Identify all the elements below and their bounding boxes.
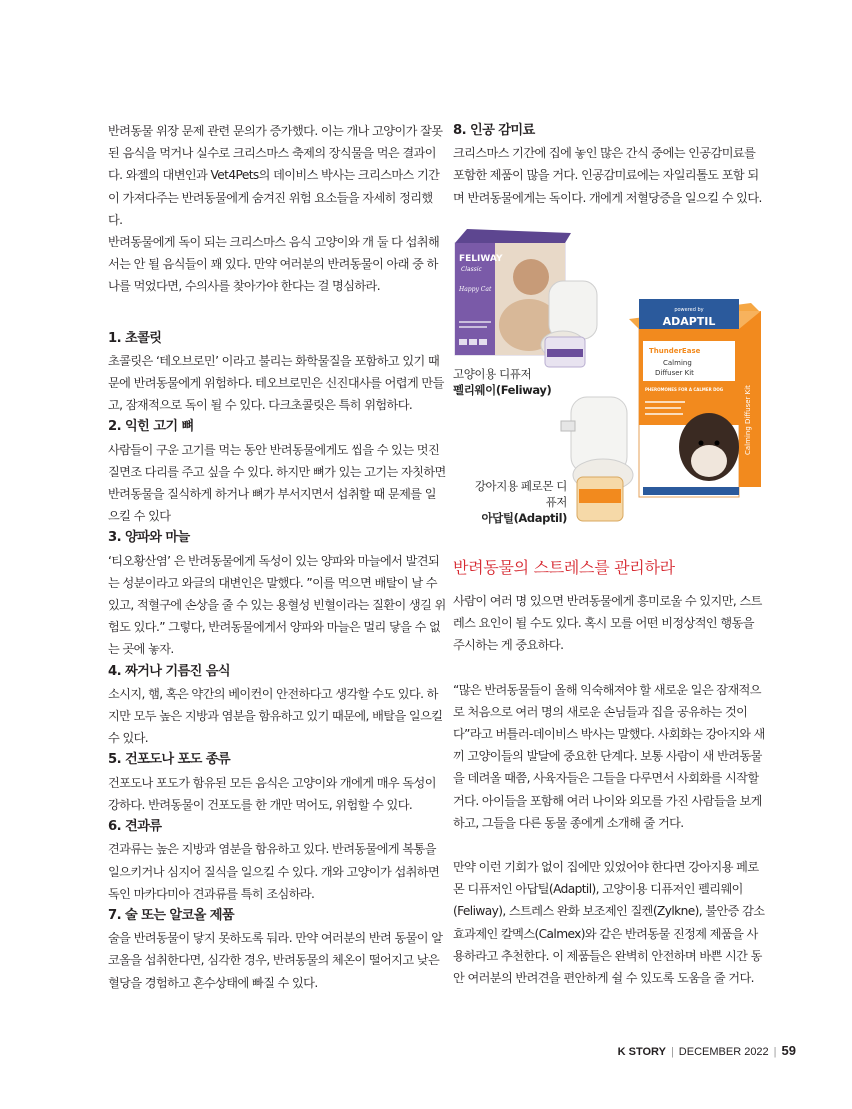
adaptil-caption-line2: 아답틸(Adaptil) [481, 511, 567, 525]
section-heading-sweetener: 8. 인공 감미료 [453, 123, 535, 138]
section-heading-chocolate: 1. 초콜릿 [108, 330, 162, 346]
section-body-bones: 사람들이 구운 고기를 먹는 동안 반려동물에게도 씹을 수 있는 멋진 질면조 다리를 주고 싶을 수 있다. 하지만 뼈가 있는 고기는 자칫하면 반려동물을 질식하게 하거나 뼈가 부서지면서 섭취할 때 문제를 일으킬 수 있다 [108, 442, 446, 524]
thunderease-title-label: Calming [663, 359, 692, 367]
section-body-nuts: 견과류는 높은 지방과 염분을 함유하고 있다. 반려동물에게 복통을 일으키거나 심지어 질식을 일으킬 수 있다. 개와 고양이가 섭취하면 독인 마카다미아 견과류를 특히 조심하라. [108, 842, 440, 901]
feliway-tag-label: Happy Cat [459, 286, 492, 293]
adaptil-brand-label: ADAPTIL [662, 315, 716, 328]
right-column [453, 120, 767, 209]
thunderease-side-label: Calming Diffuser Kit [744, 385, 752, 455]
section-heading-raisins: 5. 건포도나 포도 종류 [108, 752, 231, 768]
adaptil-box [629, 299, 761, 497]
section-heading-alcohol: 7. 술 또는 알코올 제품 [108, 907, 235, 923]
section-body-chocolate: 초콜릿은 ‘테오브로민’ 이라고 불리는 화학물질을 포함하고 있기 때문에 반려동물에게 위험하다. 테오브로민은 신진대사를 어렵게 만들고, 잠재적으로 독이 될 수 있다. 다크초콜릿은 특히 위험하다. [108, 353, 444, 413]
section-body-alcohol: 술을 반려동물이 닿지 못하도록 둬라. 만약 여러분의 반려 동물이 알코올을 섭취한다면, 심각한 경우, 반려동물의 체온이 떨어지고 낮은 혈당을 경험하고 혼수상태에 빠질 수 있다. [108, 931, 443, 990]
section-heading-salty-food: 4. 짜거나 기름진 음식 [108, 663, 231, 679]
left-column [108, 120, 446, 994]
intro-paragraph-1: 반려동물 위장 문제 관련 문의가 증가했다. 이는 개나 고양이가 잘못된 음식을 먹거나 실수로 크리스마스 축제의 장식물을 먹은 결과이다. 와젤의 대변인과 Vet4Pets의 데이비스 박사는 크리스마스 기간이 가져다주는 반려동물에게 숨겨진 위험 요소들을 자세히 정리했다. [108, 124, 443, 227]
product-photo [453, 225, 767, 530]
stress-paragraph-2: “많은 반려동물들이 올해 익숙해져야 할 새로운 일은 잠재적으로 처음으로 여러 명의 새로운 손님들과 집을 공유하는 것이다”라고 버틀러-데이비스 박사는 말했다. 사회화는 강아지와 새끼 고양이들의 발달에 중요한 단계다. 보통 사람이 새 반려동물을 데려올 때쯤, 사육자들은 그들을 다루면서 사회화를 시작할 거다. 아이들을 포함해 여러 나이와 외모를 가진 사람들을 보게 하고, 그들을 다른 동물 종에게 소개해 줄 거다. [453, 682, 765, 830]
feliway-caption-line1: 고양이용 디퓨저 [453, 367, 532, 381]
page-number: 59 [781, 1043, 796, 1058]
page-footer: K STORY | DECEMBER 2022 | 59 [617, 1043, 796, 1058]
feliway-caption [453, 366, 551, 398]
feliway-brand-label: FELIWAY [459, 254, 503, 264]
feliway-caption-line2: 펠리웨이(Feliway) [453, 383, 552, 397]
thunderease-phero-label: PHEROMONES FOR A CALMER DOG [645, 387, 724, 392]
magazine-name: K STORY [617, 1046, 666, 1058]
stress-section [453, 556, 767, 989]
stress-heading: 반려동물의 스트레스를 관리하라 [453, 558, 675, 577]
feliway-diffuser [541, 281, 597, 367]
adaptil-diffuser [561, 397, 633, 521]
stress-paragraph-1: 사람이 여러 명 있으면 반려동물에게 흥미로울 수 있지만, 스트레스 요인이 될 수도 있다. 혹시 모를 어떤 비정상적인 행동을 주시하는 게 중요하다. [453, 594, 762, 653]
adaptil-caption [465, 478, 567, 526]
section-heading-onion-garlic: 3. 양파와 마늘 [108, 530, 190, 546]
intro-paragraph-2: 반려동물에게 독이 되는 크리스마스 음식 고양이와 개 둘 다 섭취해서는 안 될 음식들이 꽤 있다. 만약 여러분의 반려동물이 아래 중 하나를 먹었다면, 수의사를 찾아가야 한다는 걸 명심하라. [108, 235, 440, 294]
section-body-onion-garlic: ‘티오황산염’ 은 반려동물에게 독성이 있는 양파와 마늘에서 발견되는 성분이라고 와글의 대변인은 말했다. ”이를 먹으면 배탈이 날 수 있고, 적혈구에 손상을 줄 수 있는 용혈성 빈혈이라는 질환이 생길 위험도 있다.” 그렇다, 반려동물에게서 양파와 마늘은 멀리 닿을 수 없는 곳에 놓자. [108, 553, 446, 657]
section-heading-nuts: 6. 견과류 [108, 819, 162, 835]
adaptil-caption-line1: 강아지용 페로몬 디퓨저 [474, 479, 567, 509]
section-body-sweetener: 크리스마스 기간에 집에 놓인 많은 간식 중에는 인공감미료를 포함한 제품이 많을 거다. 인공감미료에는 자일리톨도 포함 되며 반려동물에게는 독이다. 개에게 저혈당증을 일으킬 수 있다. [453, 146, 762, 205]
issue-date: DECEMBER 2022 [678, 1046, 769, 1058]
section-body-salty-food: 소시지, 햄, 혹은 약간의 베이컨이 안전하다고 생각할 수도 있다. 하지만 모두 높은 지방과 염분을 함유하고 있기 때문에, 배탈을 일으킬 수 있다. [108, 686, 443, 746]
section-heading-bones: 2. 익힌 고기 뼈 [108, 419, 194, 435]
feliway-sub-label: Classic [461, 266, 482, 273]
stress-paragraph-3: 만약 이런 기회가 없이 집에만 있었어야 한다면 강아지용 페로몬 디퓨저인 아답틸(Adaptil), 고양이용 디퓨저인 펠리웨이(Feliway), 스트레스 완화 보조제인 질켄(Zylkne), 불안증 감소 효과제인 칼멕스(Calmex)와 같은 반려동물 진정제 제품을 사용하라고 추천한다. 이 제품들은 완벽히 안전하며 바쁜 시간 동안 여러분의 반려견을 편안하게 쉴 수 있도록 도움을 줄 거다. [453, 860, 765, 986]
thunderease-brand-label: ThunderEase [649, 347, 701, 355]
section-body-raisins: 건포도나 포도가 함유된 모든 음식은 고양이와 개에게 매우 독성이 강하다. 반려동물이 건포도를 한 개만 먹어도, 위험할 수 있다. [108, 775, 436, 812]
adaptil-powered-label: powered by [674, 307, 704, 313]
thunderease-sub-label: Diffuser Kit [655, 369, 694, 377]
